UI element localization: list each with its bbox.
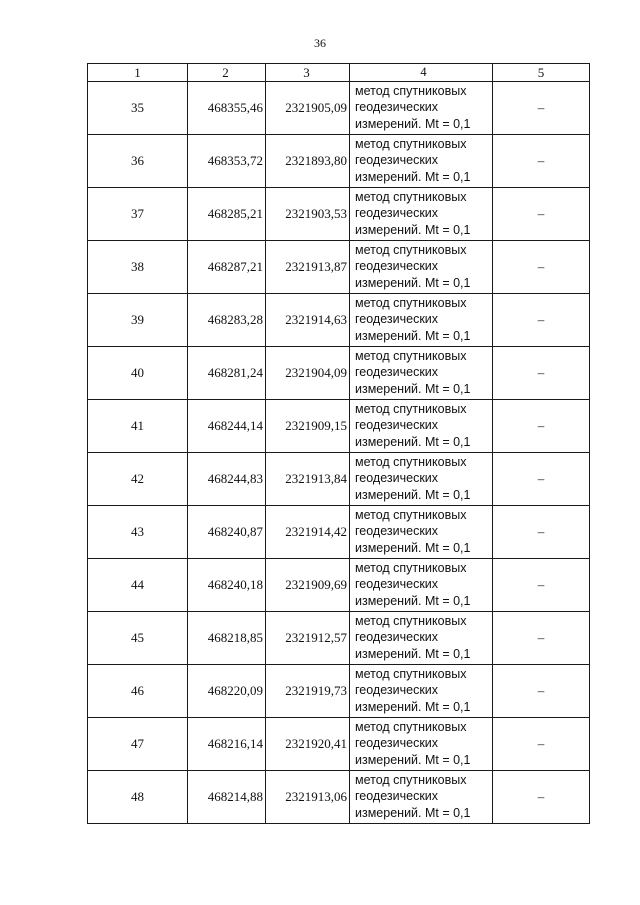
method-text-line: метод спутниковых xyxy=(355,401,467,416)
method-text-line: измерений. Mt = 0,1 xyxy=(355,699,471,714)
method-text-line: измерений. Mt = 0,1 xyxy=(355,487,471,502)
note-cell: – xyxy=(493,81,590,134)
note-cell: – xyxy=(493,346,590,399)
x-coordinate-cell: 468287,21 xyxy=(188,240,266,293)
method-cell xyxy=(350,293,493,346)
method-text-line: метод спутниковых xyxy=(355,348,467,363)
point-number-cell: 37 xyxy=(88,187,188,240)
method-cell xyxy=(350,187,493,240)
y-coordinate-cell: 2321905,09 xyxy=(266,81,350,134)
note-cell: – xyxy=(493,770,590,823)
table-row xyxy=(88,187,590,240)
x-coordinate-cell: 468285,21 xyxy=(188,187,266,240)
method-cell xyxy=(350,452,493,505)
point-number-cell: 36 xyxy=(88,134,188,187)
method-cell xyxy=(350,611,493,664)
header-col-4: 4 xyxy=(350,64,493,82)
method-text-line: геодезических xyxy=(355,100,439,115)
x-coordinate-cell: 468240,18 xyxy=(188,558,266,611)
y-coordinate-cell: 2321909,15 xyxy=(266,399,350,452)
method-text-line: измерений. Mt = 0,1 xyxy=(355,381,471,396)
x-coordinate-cell: 468218,85 xyxy=(188,611,266,664)
method-text-line: геодезических xyxy=(355,312,439,327)
y-coordinate-cell: 2321914,42 xyxy=(266,505,350,558)
note-cell: – xyxy=(493,505,590,558)
method-text-line: метод спутниковых xyxy=(355,613,467,628)
method-cell xyxy=(350,770,493,823)
method-text-line: метод спутниковых xyxy=(355,719,467,734)
y-coordinate-cell: 2321904,09 xyxy=(266,346,350,399)
y-coordinate-cell: 2321913,84 xyxy=(266,452,350,505)
point-number-cell: 38 xyxy=(88,240,188,293)
table-header-row xyxy=(88,64,590,82)
method-cell xyxy=(350,664,493,717)
method-text-line: измерений. Mt = 0,1 xyxy=(355,116,471,131)
method-text-line: измерений. Mt = 0,1 xyxy=(355,275,471,290)
y-coordinate-cell: 2321909,69 xyxy=(266,558,350,611)
method-cell xyxy=(350,134,493,187)
method-text-line: геодезических xyxy=(355,365,439,380)
method-text-line: измерений. Mt = 0,1 xyxy=(355,222,471,237)
header-col-2: 2 xyxy=(188,64,266,82)
method-text-line: метод спутниковых xyxy=(355,242,467,257)
method-text-line: геодезических xyxy=(355,418,439,433)
point-number-cell: 48 xyxy=(88,770,188,823)
x-coordinate-cell: 468220,09 xyxy=(188,664,266,717)
method-text-line: геодезических xyxy=(355,630,439,645)
method-cell xyxy=(350,558,493,611)
table-row xyxy=(88,558,590,611)
note-cell: – xyxy=(493,452,590,505)
method-text-line: измерений. Mt = 0,1 xyxy=(355,805,471,820)
method-text-line: метод спутниковых xyxy=(355,772,467,787)
point-number-cell: 42 xyxy=(88,452,188,505)
note-cell: – xyxy=(493,399,590,452)
y-coordinate-cell: 2321903,53 xyxy=(266,187,350,240)
table-row xyxy=(88,664,590,717)
method-text-line: метод спутниковых xyxy=(355,666,467,681)
coordinates-table xyxy=(87,63,590,824)
x-coordinate-cell: 468244,83 xyxy=(188,452,266,505)
table-row xyxy=(88,240,590,293)
method-text-line: геодезических xyxy=(355,577,439,592)
method-text-line: метод спутниковых xyxy=(355,507,467,522)
x-coordinate-cell: 468281,24 xyxy=(188,346,266,399)
point-number-cell: 39 xyxy=(88,293,188,346)
note-cell: – xyxy=(493,717,590,770)
table-row xyxy=(88,717,590,770)
y-coordinate-cell: 2321919,73 xyxy=(266,664,350,717)
header-col-5: 5 xyxy=(493,64,590,82)
method-text-line: метод спутниковых xyxy=(355,83,467,98)
table-row xyxy=(88,134,590,187)
method-text-line: метод спутниковых xyxy=(355,454,467,469)
table-row xyxy=(88,505,590,558)
y-coordinate-cell: 2321914,63 xyxy=(266,293,350,346)
x-coordinate-cell: 468214,88 xyxy=(188,770,266,823)
method-text-line: геодезических xyxy=(355,524,439,539)
method-text-line: геодезических xyxy=(355,206,439,221)
note-cell: – xyxy=(493,558,590,611)
x-coordinate-cell: 468240,87 xyxy=(188,505,266,558)
method-text-line: измерений. Mt = 0,1 xyxy=(355,169,471,184)
method-text-line: геодезических xyxy=(355,259,439,274)
point-number-cell: 44 xyxy=(88,558,188,611)
method-cell xyxy=(350,346,493,399)
note-cell: – xyxy=(493,134,590,187)
point-number-cell: 35 xyxy=(88,81,188,134)
note-cell: – xyxy=(493,664,590,717)
x-coordinate-cell: 468244,14 xyxy=(188,399,266,452)
table-row xyxy=(88,770,590,823)
method-cell xyxy=(350,240,493,293)
y-coordinate-cell: 2321913,06 xyxy=(266,770,350,823)
header-col-1: 1 xyxy=(88,64,188,82)
method-text-line: метод спутниковых xyxy=(355,136,467,151)
method-text-line: геодезических xyxy=(355,789,439,804)
table-row xyxy=(88,611,590,664)
point-number-cell: 45 xyxy=(88,611,188,664)
method-text-line: измерений. Mt = 0,1 xyxy=(355,540,471,555)
table-row xyxy=(88,81,590,134)
method-cell xyxy=(350,399,493,452)
method-text-line: измерений. Mt = 0,1 xyxy=(355,646,471,661)
note-cell: – xyxy=(493,293,590,346)
table-row xyxy=(88,293,590,346)
method-text-line: геодезических xyxy=(355,471,439,486)
note-cell: – xyxy=(493,240,590,293)
method-text-line: геодезических xyxy=(355,683,439,698)
method-cell xyxy=(350,505,493,558)
note-cell: – xyxy=(493,187,590,240)
y-coordinate-cell: 2321913,87 xyxy=(266,240,350,293)
note-cell: – xyxy=(493,611,590,664)
x-coordinate-cell: 468355,46 xyxy=(188,81,266,134)
method-text-line: измерений. Mt = 0,1 xyxy=(355,434,471,449)
method-cell xyxy=(350,81,493,134)
method-text-line: метод спутниковых xyxy=(355,560,467,575)
method-cell xyxy=(350,717,493,770)
table-row xyxy=(88,452,590,505)
table-body xyxy=(88,64,590,824)
x-coordinate-cell: 468283,28 xyxy=(188,293,266,346)
y-coordinate-cell: 2321893,80 xyxy=(266,134,350,187)
header-col-3: 3 xyxy=(266,64,350,82)
method-text-line: измерений. Mt = 0,1 xyxy=(355,593,471,608)
method-text-line: измерений. Mt = 0,1 xyxy=(355,328,471,343)
point-number-cell: 41 xyxy=(88,399,188,452)
table-row xyxy=(88,346,590,399)
method-text-line: геодезических xyxy=(355,153,439,168)
method-text-line: измерений. Mt = 0,1 xyxy=(355,752,471,767)
method-text-line: геодезических xyxy=(355,736,439,751)
table-row xyxy=(88,399,590,452)
x-coordinate-cell: 468353,72 xyxy=(188,134,266,187)
y-coordinate-cell: 2321912,57 xyxy=(266,611,350,664)
point-number-cell: 40 xyxy=(88,346,188,399)
page-number: 36 xyxy=(314,36,326,50)
point-number-cell: 47 xyxy=(88,717,188,770)
y-coordinate-cell: 2321920,41 xyxy=(266,717,350,770)
x-coordinate-cell: 468216,14 xyxy=(188,717,266,770)
method-text-line: метод спутниковых xyxy=(355,189,467,204)
point-number-cell: 43 xyxy=(88,505,188,558)
method-text-line: метод спутниковых xyxy=(355,295,467,310)
point-number-cell: 46 xyxy=(88,664,188,717)
